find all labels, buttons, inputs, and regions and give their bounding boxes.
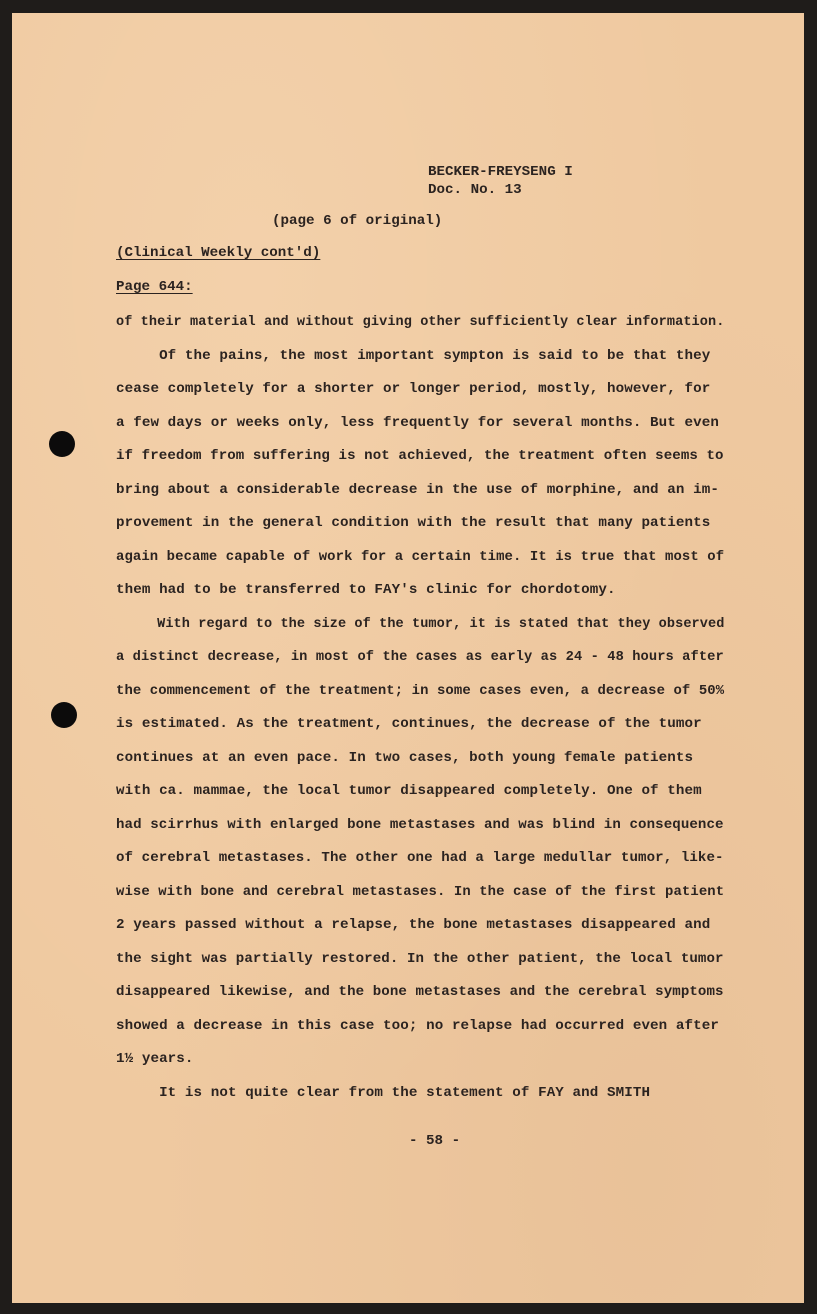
text-line: Of the pains, the most important sympton is said to be that they <box>116 347 711 364</box>
punch-hole <box>51 702 77 728</box>
text-line: provement in the general condition with the result that many patients <box>116 515 711 531</box>
punch-hole <box>49 431 75 457</box>
text-line: the commencement of the treatment; in some cases even, a decrease of 50% <box>116 682 725 699</box>
text-line: With regard to the size of the tumor, it is stated that they observed <box>116 615 725 632</box>
text-line: bring about a considerable decrease in the use of morphine, and an im- <box>116 481 719 498</box>
document-number: Doc. No. 13 <box>428 182 522 198</box>
text-line: again became capable of work for a certain time. It is true that most of <box>116 548 725 565</box>
page-number: - 58 - <box>409 1133 461 1149</box>
text-line: them had to be transferred to FAY's clinic for chordotomy. <box>116 582 616 598</box>
text-line: the sight was partially restored. In the other patient, the local tumor <box>116 950 724 967</box>
text-line: is estimated. As the treatment, continues, the decrease of the tumor <box>116 716 702 732</box>
text-line: wise with bone and cerebral metastases. In the case of the first patient <box>116 883 725 900</box>
text-line: had scirrhus with enlarged bone metastases and was blind in consequence <box>116 816 724 833</box>
text-line: continues at an even pace. In two cases, both young female patients <box>116 749 694 766</box>
section-title: (Clinical Weekly cont'd) <box>116 245 321 261</box>
text-line: disappeared likewise, and the bone metastases and the cerebral symptoms <box>116 984 724 1000</box>
text-line: cease completely for a shorter or longer period, mostly, however, for <box>116 381 711 397</box>
original-page-reference: (page 6 of original) <box>272 213 443 229</box>
text-line: showed a decrease in this case too; no relapse had occurred even after <box>116 1017 719 1034</box>
text-line: of cerebral metastases. The other one had a large medullar tumor, like- <box>116 850 724 866</box>
text-line: a few days or weeks only, less frequently for several months. But even <box>116 414 719 431</box>
case-header: BECKER-FREYSENG I <box>428 164 573 180</box>
page-reference: Page 644: <box>116 279 193 295</box>
text-line: 2 years passed without a relapse, the bone metastases disappeared and <box>116 917 711 933</box>
text-line: 1½ years. <box>116 1051 194 1067</box>
text-line: if freedom from suffering is not achieved, the treatment often seems to <box>116 448 724 464</box>
text-line: of their material and without giving other sufficiently clear information. <box>116 314 725 330</box>
text-line: with ca. mammae, the local tumor disappeared completely. One of them <box>116 783 702 799</box>
text-line: a distinct decrease, in most of the cases as early as 24 - 48 hours after <box>116 649 724 665</box>
text-line: It is not quite clear from the statement of FAY and SMITH <box>116 1084 651 1101</box>
